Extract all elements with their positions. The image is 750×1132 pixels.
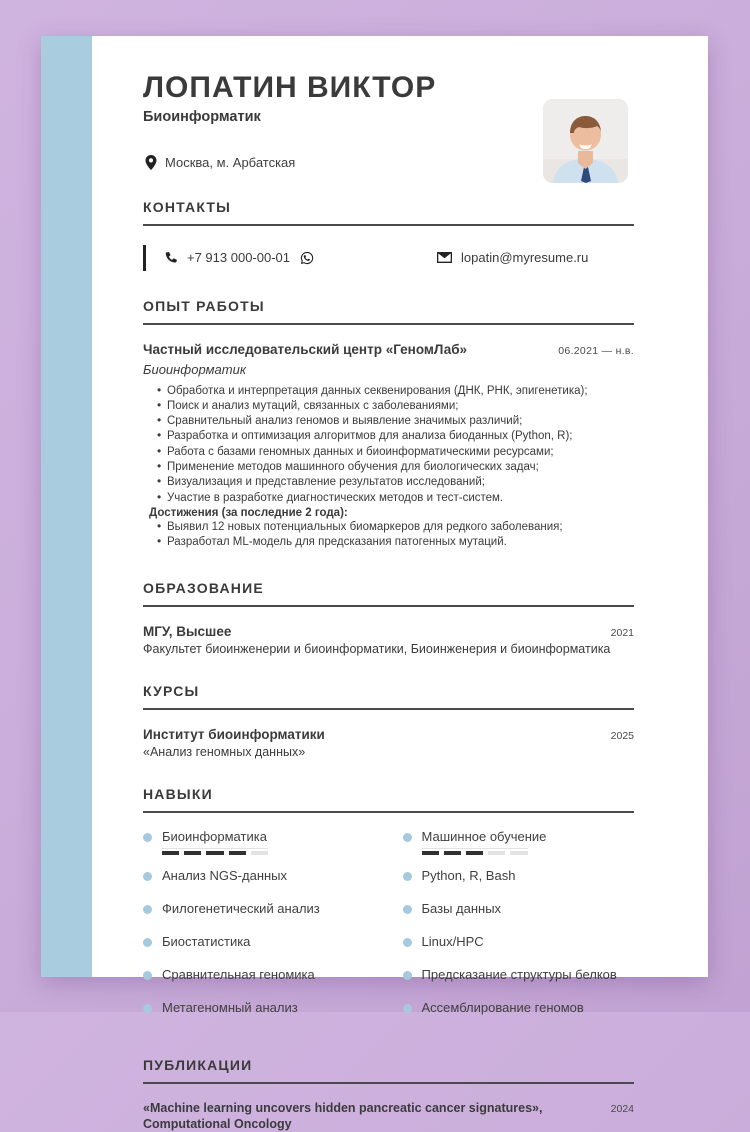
skill-item	[143, 1000, 375, 1020]
skill-label: Python, R, Bash	[421, 868, 516, 884]
skill-label: Биоинформатика	[162, 828, 267, 844]
section-courses	[143, 683, 634, 759]
skills-grid	[143, 829, 634, 1033]
profile-photo	[543, 99, 628, 183]
publications-heading: ПУБЛИКАЦИИ	[143, 1057, 634, 1084]
section-publications	[143, 1057, 634, 1132]
envelope-icon	[437, 250, 452, 265]
resume-page	[41, 36, 708, 1131]
skill-item	[143, 868, 375, 888]
course-school: Институт биоинформатики	[143, 726, 325, 742]
phone-cell	[163, 250, 314, 265]
location-pin-icon	[143, 155, 158, 170]
experience-heading: ОПЫТ РАБОТЫ	[143, 298, 634, 325]
skill-item	[403, 901, 635, 921]
education-heading: ОБРАЗОВАНИЕ	[143, 580, 634, 607]
whatsapp-icon	[299, 250, 314, 265]
skill-dot-icon	[143, 971, 152, 980]
duty-item: • Применение методов машинного обучения для биологических задач;	[157, 461, 634, 474]
duties-list	[157, 385, 634, 506]
skills-heading: НАВЫКИ	[143, 786, 634, 813]
duty-item: • Поиск и анализ мутаций, связанных с заболеваниями;	[157, 400, 634, 413]
skill-item	[403, 1000, 635, 1020]
skill-item	[143, 967, 375, 987]
education-year: 2021	[610, 626, 634, 639]
duty-item: • Разработка и оптимизация алгоритмов для анализа биоданных (Python, R);	[157, 430, 634, 443]
achievements-label: Достижения (за последние 2 года):	[149, 507, 348, 520]
skill-item	[403, 934, 635, 954]
skill-label: Биостатистика	[162, 934, 251, 950]
position-title: Биоинформатик	[143, 361, 246, 377]
skill-item	[403, 829, 635, 855]
duty-item: • Участие в разработке диагностических методов и тест-систем.	[157, 492, 634, 505]
skill-label: Linux/HPC	[421, 934, 484, 950]
publication-title: «Machine learning uncovers hidden pancreatic cancer signatures», Computational Oncology	[143, 1101, 543, 1131]
skill-dot-icon	[403, 833, 412, 842]
skill-item	[143, 901, 375, 921]
skill-label: Анализ NGS-данных	[162, 868, 288, 884]
email-text: lopatin@myresume.ru	[461, 250, 589, 265]
skill-level-bar	[422, 848, 528, 855]
contacts-heading: КОНТАКТЫ	[143, 199, 634, 226]
skill-label: Филогенетический анализ	[162, 901, 320, 917]
section-education	[143, 580, 634, 656]
skill-dot-icon	[143, 938, 152, 947]
email-cell	[437, 250, 588, 265]
skill-label: Сравнительная геномика	[162, 967, 315, 983]
skills-column-right	[403, 829, 635, 1033]
skill-label: Метагеномный анализ	[162, 1000, 298, 1016]
company-name: Частный исследовательский центр «ГеномЛаб»	[143, 341, 468, 357]
education-school: МГУ, Высшее	[143, 623, 232, 639]
skill-level-bar	[162, 848, 268, 855]
duty-item: • Работа с базами геномных данных и биоинформатическими ресурсами;	[157, 446, 634, 459]
person-job-title: Биоинформатик	[143, 108, 261, 125]
phone-number: +7 913 000-00-01	[187, 250, 291, 265]
duty-item: • Обработка и интерпретация данных секвенирования (ДНК, РНК, эпигенетика);	[157, 385, 634, 398]
duty-item: • Сравнительный анализ геномов и выявление значимых различий;	[157, 415, 634, 428]
skill-item	[143, 934, 375, 954]
courses-heading: КУРСЫ	[143, 683, 634, 710]
education-details: Факультет биоинженерии и биоинформатики, Биоинженерия и биоинформатика	[143, 641, 611, 656]
achievement-item: • Разработал ML-модель для предсказания патогенных мутаций.	[157, 536, 634, 549]
resume-header	[143, 72, 634, 170]
skill-label: Машинное обучение	[421, 828, 547, 844]
skill-item	[143, 829, 375, 855]
skill-dot-icon	[403, 872, 412, 881]
skill-item	[403, 967, 635, 987]
skill-dot-icon	[403, 905, 412, 914]
course-year: 2025	[610, 729, 634, 742]
section-skills	[143, 786, 634, 1033]
work-period: 06.2021 — н.в.	[558, 344, 634, 357]
course-details: «Анализ геномных данных»	[143, 744, 306, 759]
achievement-item: • Выявил 12 новых потенциальных биомаркеров для редкого заболевания;	[157, 521, 634, 534]
skills-column-left	[143, 829, 375, 1033]
skill-label: Ассемблирование геномов	[421, 1000, 584, 1016]
section-experience	[143, 298, 634, 550]
skill-dot-icon	[143, 905, 152, 914]
accent-stripe	[41, 36, 92, 977]
skill-label: Базы данных	[421, 901, 502, 917]
section-contacts	[143, 199, 634, 271]
skill-label: Предсказание структуры белков	[421, 967, 617, 983]
skill-dot-icon	[403, 938, 412, 947]
skill-dot-icon	[143, 833, 152, 842]
skill-dot-icon	[403, 971, 412, 980]
location-text: Москва, м. Арбатская	[165, 154, 296, 170]
phone-icon	[163, 250, 178, 265]
skill-item	[403, 868, 635, 888]
contacts-row	[143, 245, 634, 271]
publication-year: 2024	[610, 1103, 634, 1116]
person-name: ЛОПАТИН ВИКТОР	[143, 71, 437, 104]
achievements-list	[157, 521, 634, 550]
skill-dot-icon	[143, 872, 152, 881]
duty-item: • Визуализация и представление результатов исследований;	[157, 476, 634, 489]
